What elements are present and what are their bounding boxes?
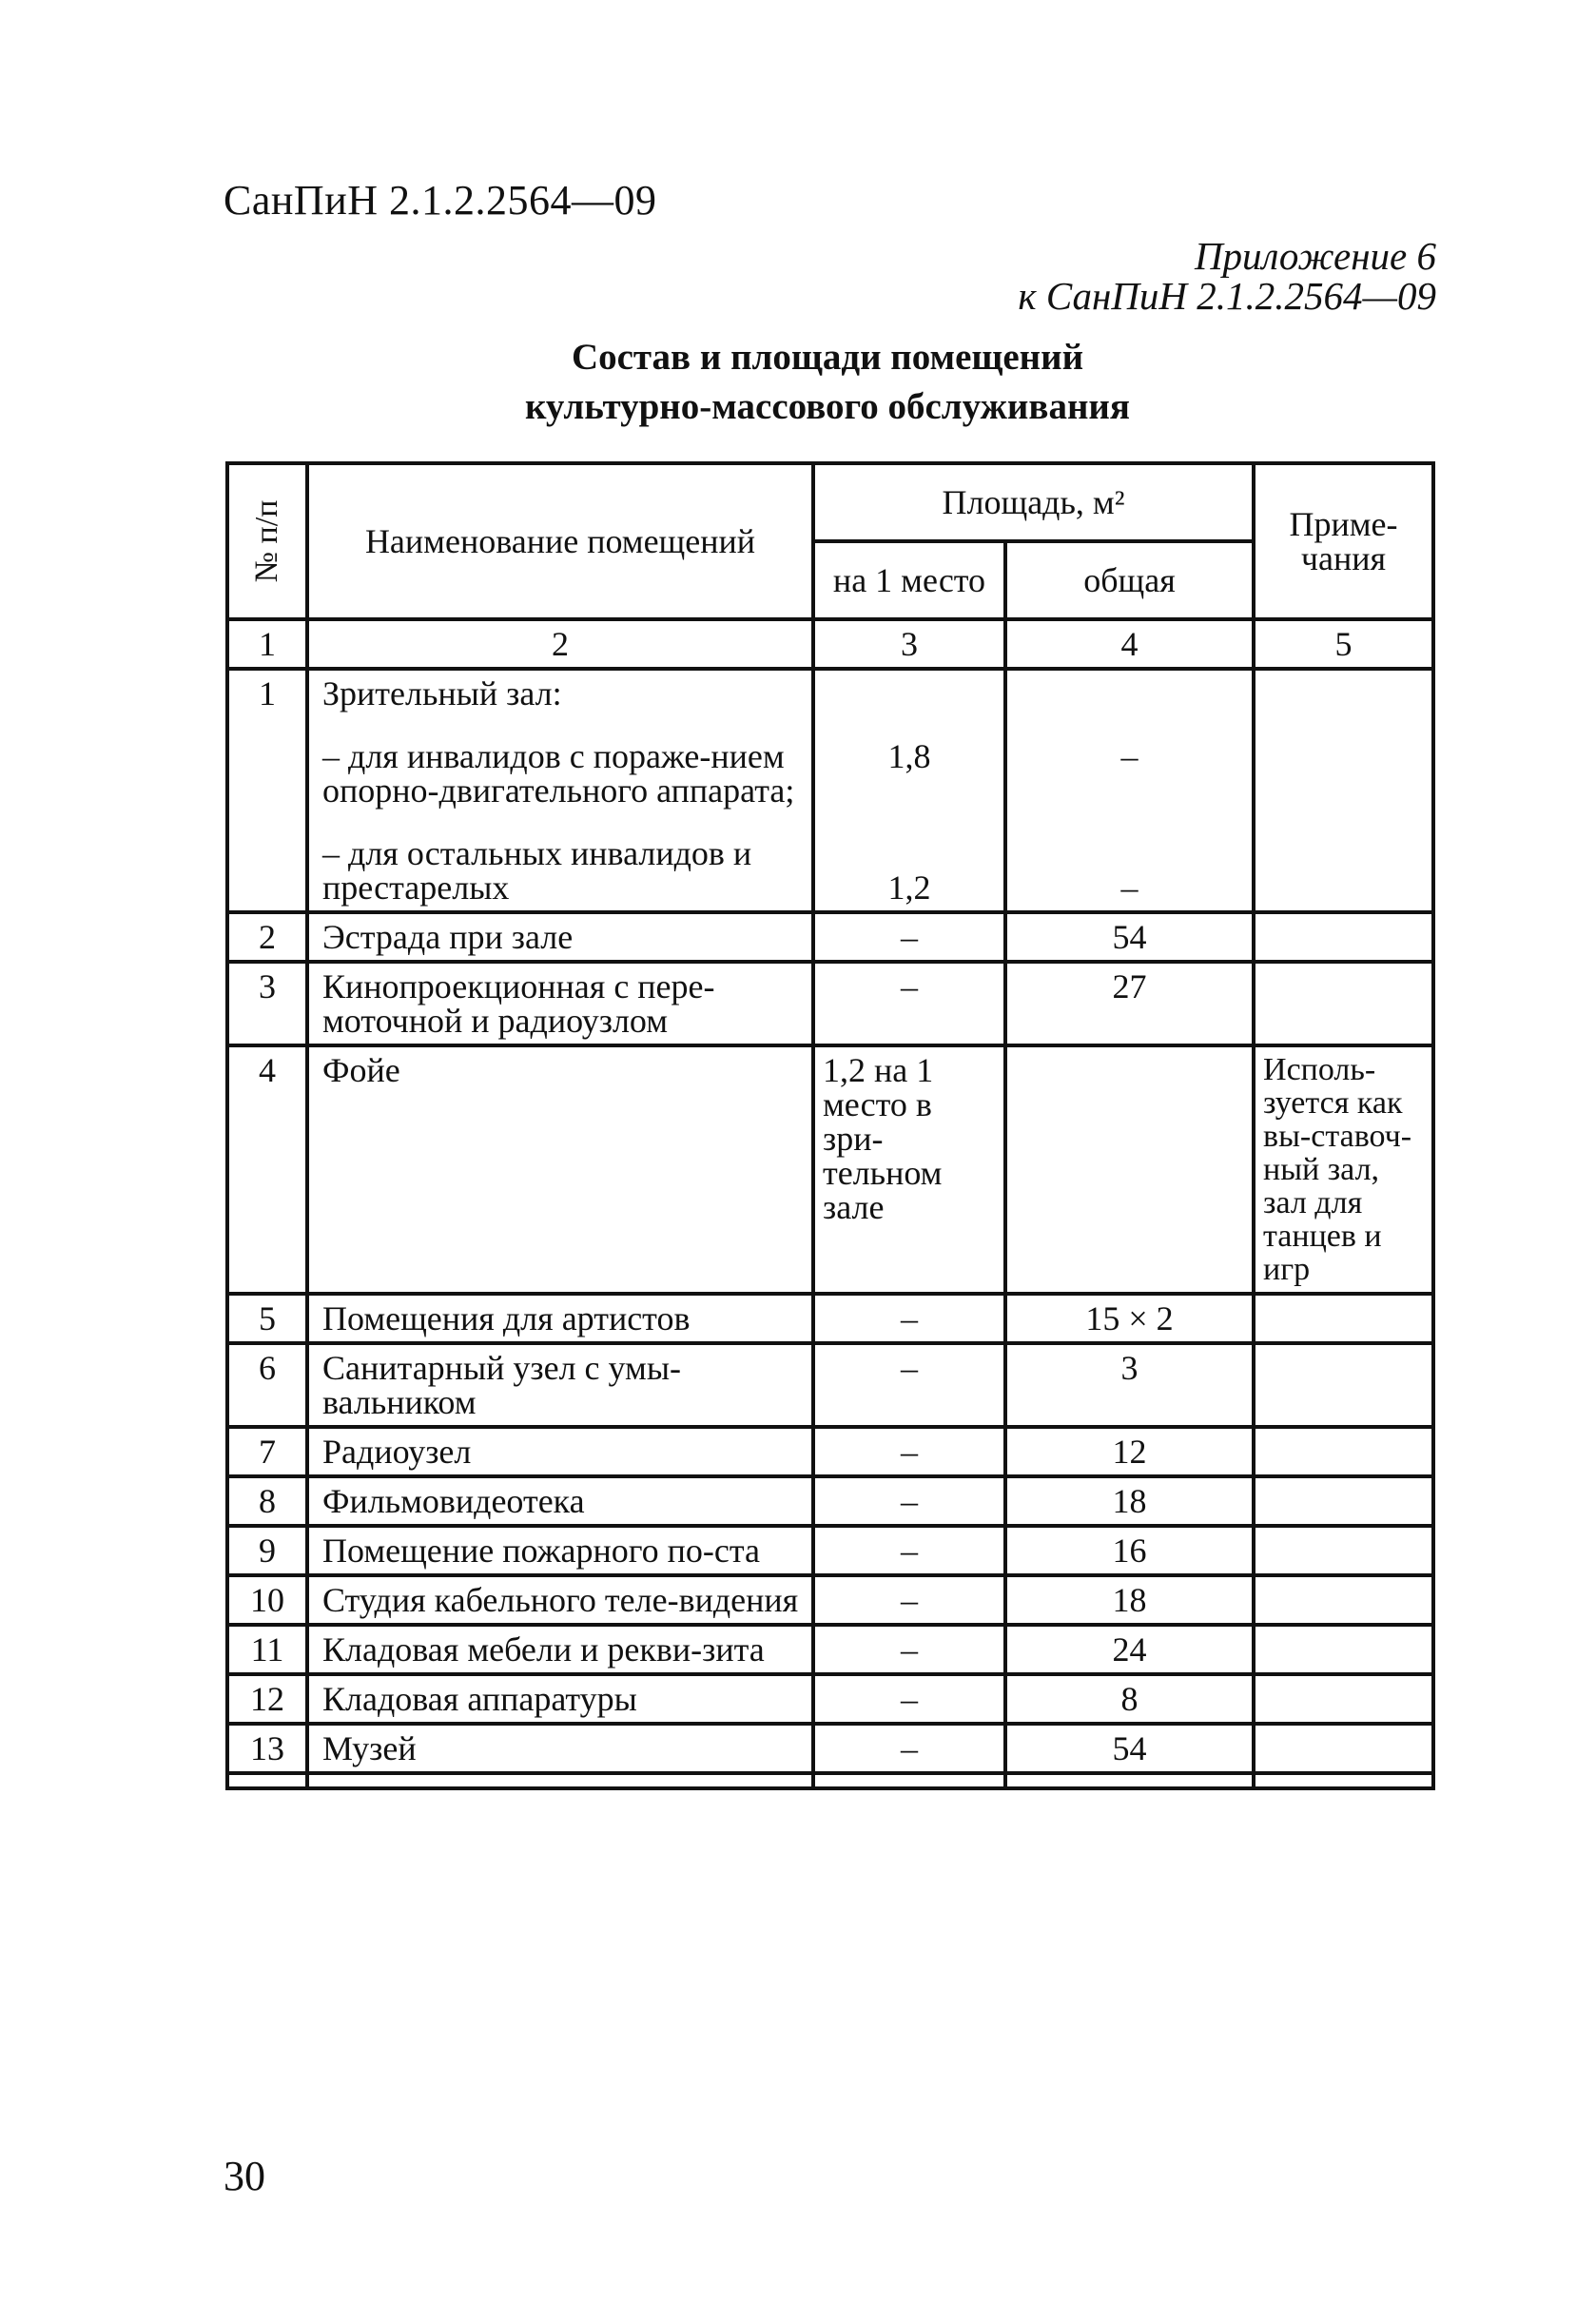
row-number: 13 [227, 1724, 307, 1773]
area-total: 18 [1005, 1575, 1254, 1625]
room-name: Музей [307, 1724, 813, 1773]
room-sub-name: – для инвалидов с пораже-нием опорно-двигательного аппарата; [322, 737, 795, 810]
notes: Исполь-зуется как вы-ставоч-ный зал, зал для танцев и игр [1254, 1045, 1433, 1294]
document-header: СанПиН 2.1.2.2564—09 [224, 177, 657, 224]
area-per-place: – [813, 962, 1005, 1045]
appendix-line-1: Приложение 6 [1194, 234, 1436, 278]
table-row [227, 1476, 1433, 1526]
column-number: 5 [1254, 619, 1433, 669]
area-per-place: – [813, 912, 1005, 962]
room-name: Кладовая мебели и рекви-зита [307, 1625, 813, 1674]
notes [1254, 1294, 1433, 1343]
table-row [227, 669, 1433, 912]
row-number: 12 [227, 1674, 307, 1724]
header-per-place: на 1 место [813, 541, 1005, 619]
area-total: 15 × 2 [1005, 1294, 1254, 1343]
notes [1254, 912, 1433, 962]
notes [1254, 1476, 1433, 1526]
area-total [1005, 1773, 1254, 1788]
notes [1254, 1674, 1433, 1724]
header-total: общая [1005, 541, 1254, 619]
header-num [227, 463, 307, 619]
header-name: Наименование помещений [307, 463, 813, 619]
area-per-place-value: 1,2 [887, 869, 931, 907]
page-number: 30 [224, 2153, 265, 2199]
table-row [227, 1674, 1433, 1724]
notes [1254, 1427, 1433, 1476]
room-name: Радиоузел [307, 1427, 813, 1476]
table-row [227, 912, 1433, 962]
notes [1254, 1625, 1433, 1674]
area-total: 54 [1005, 1724, 1254, 1773]
area-total: 27 [1005, 962, 1254, 1045]
area-per-place: – [813, 1427, 1005, 1476]
area-per-place-value: 1,8 [887, 737, 931, 775]
room-name [307, 1773, 813, 1788]
area-total: 18 [1005, 1476, 1254, 1526]
table-row [227, 1427, 1433, 1476]
table-row [227, 1045, 1433, 1294]
column-number: 4 [1005, 619, 1254, 669]
row-number: 5 [227, 1294, 307, 1343]
area-per-place: – [813, 1575, 1005, 1625]
area-per-place: – [813, 1343, 1005, 1427]
room-sub-name: – для остальных инвалидов и престарелых [322, 834, 752, 907]
notes [1254, 1526, 1433, 1575]
room-name: Эстрада при зале [307, 912, 813, 962]
area-total: 16 [1005, 1526, 1254, 1575]
area-per-place [813, 669, 1005, 912]
header-row [227, 463, 1433, 541]
area-per-place: – [813, 1674, 1005, 1724]
table-row [227, 1625, 1433, 1674]
notes [1254, 1343, 1433, 1427]
row-number: 7 [227, 1427, 307, 1476]
column-number: 2 [307, 619, 813, 669]
area-total [1005, 1045, 1254, 1294]
row-number: 3 [227, 962, 307, 1045]
area-per-place: – [813, 1294, 1005, 1343]
table-row [227, 1724, 1433, 1773]
area-total: 54 [1005, 912, 1254, 962]
notes [1254, 669, 1433, 912]
area-per-place [813, 1773, 1005, 1788]
room-name: Помещения для артистов [307, 1294, 813, 1343]
notes [1254, 962, 1433, 1045]
notes [1254, 1773, 1433, 1788]
area-per-place: – [813, 1724, 1005, 1773]
table-row [227, 1773, 1433, 1788]
area-per-place: – [813, 1526, 1005, 1575]
header-notes: Приме-чания [1254, 463, 1433, 619]
row-number: 9 [227, 1526, 307, 1575]
area-total: 3 [1005, 1343, 1254, 1427]
room-name: Кинопроекционная с пере-моточной и радиоузлом [307, 962, 813, 1045]
room-name: Помещение пожарного по-ста [307, 1526, 813, 1575]
room-name: Студия кабельного теле-видения [307, 1575, 813, 1625]
row-number: 10 [227, 1575, 307, 1625]
area-per-place: – [813, 1476, 1005, 1526]
area-total: 8 [1005, 1674, 1254, 1724]
page-title [476, 333, 1179, 432]
table-row [227, 1526, 1433, 1575]
area-total-value: – [1120, 869, 1139, 907]
row-number: 2 [227, 912, 307, 962]
notes [1254, 1724, 1433, 1773]
area-total: 12 [1005, 1427, 1254, 1476]
room-name: Фойе [307, 1045, 813, 1294]
row-number: 8 [227, 1476, 307, 1526]
room-name: Санитарный узел с умы-вальником [307, 1343, 813, 1427]
row-number: 1 [227, 669, 307, 912]
appendix-label [1018, 236, 1436, 316]
notes [1254, 1575, 1433, 1625]
table-row [227, 1294, 1433, 1343]
column-number-row [227, 619, 1433, 669]
area-per-place: – [813, 1625, 1005, 1674]
column-number: 1 [227, 619, 307, 669]
room-name-main: Зрительный зал: [322, 674, 562, 712]
table-row [227, 962, 1433, 1045]
room-name: Кладовая аппаратуры [307, 1674, 813, 1724]
header-area: Площадь, м² [813, 463, 1254, 541]
header-num-label: № п/п [249, 499, 284, 583]
area-total [1005, 669, 1254, 912]
column-number: 3 [813, 619, 1005, 669]
table-row [227, 1575, 1433, 1625]
area-total: 24 [1005, 1625, 1254, 1674]
rooms-table [225, 461, 1435, 1790]
row-number: 11 [227, 1625, 307, 1674]
row-number: 4 [227, 1045, 307, 1294]
title-line-2: культурно-массового обслуживания [524, 386, 1131, 427]
appendix-line-2: к СанПиН 2.1.2.2564—09 [1018, 274, 1436, 318]
table-row [227, 1343, 1433, 1427]
area-per-place: 1,2 на 1 место в зри-тельном зале [813, 1045, 1005, 1294]
area-total-value: – [1120, 737, 1139, 775]
title-line-1: Состав и площади помещений [571, 337, 1084, 378]
row-number: 6 [227, 1343, 307, 1427]
room-name: Фильмовидеотека [307, 1476, 813, 1526]
row-number [227, 1773, 307, 1788]
room-name [307, 669, 813, 912]
